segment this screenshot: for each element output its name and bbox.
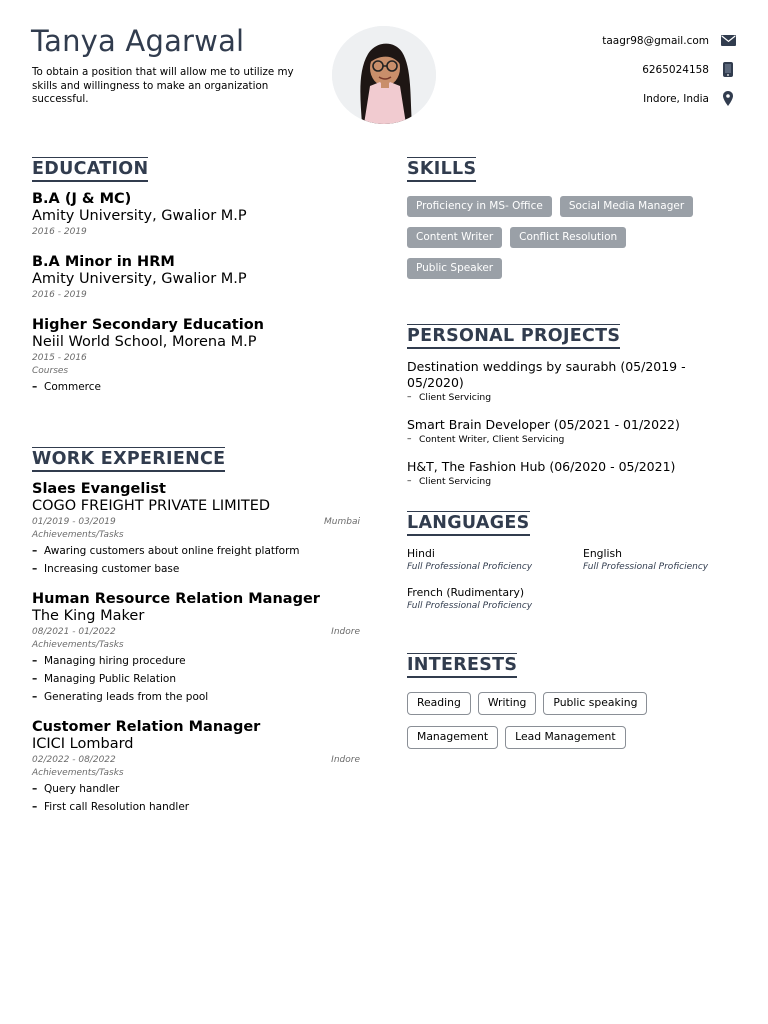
- institution: Amity University, Gwalior M.P: [32, 208, 247, 224]
- profile-photo-illustration: [332, 26, 436, 124]
- job-dates: 08/2021 - 01/2022: [32, 627, 116, 637]
- tasks-label: Achievements/Tasks: [32, 530, 124, 540]
- job-location: Indore: [331, 755, 360, 765]
- institution: Neiil World School, Morena M.P: [32, 334, 257, 350]
- tasks-label: Achievements/Tasks: [32, 640, 124, 650]
- contact-info: [476, 26, 736, 113]
- language-name: Hindi: [407, 547, 435, 560]
- projects-list: [407, 359, 737, 501]
- language-level: Full Professional Proficiency: [407, 562, 533, 572]
- location-text: Indore, India: [643, 92, 709, 105]
- interests-list: [407, 692, 737, 760]
- education-heading: EDUCATION: [32, 159, 148, 182]
- education-dates: 2016 - 2019: [32, 290, 87, 300]
- project-title: Smart Brain Developer (05/2021 - 01/2022): [407, 417, 680, 432]
- contact-phone[interactable]: [476, 55, 736, 84]
- project-detail: – Client Servicing: [407, 391, 737, 405]
- education-list: [32, 191, 360, 411]
- language-level: Full Professional Proficiency: [407, 601, 533, 611]
- interest-tag: Public speaking: [543, 692, 647, 715]
- institution: Amity University, Gwalior M.P: [32, 271, 247, 287]
- project-title: H&T, The Fashion Hub (06/2020 - 05/2021): [407, 459, 676, 474]
- language-level: Full Professional Proficiency: [583, 562, 709, 572]
- contact-location: [476, 84, 736, 113]
- job-title: Human Resource Relation Manager: [32, 591, 320, 607]
- company-name: ICICI Lombard: [32, 736, 134, 752]
- job-entry: [32, 481, 360, 578]
- courses-label: Courses: [32, 366, 69, 376]
- phone-text[interactable]: 6265024158: [642, 63, 709, 76]
- degree: B.A (J & MC): [32, 191, 132, 207]
- job-entry: [32, 719, 360, 816]
- task-item: – Query handler: [32, 780, 360, 798]
- location-pin-icon: [720, 91, 736, 106]
- project-entry: [407, 459, 737, 489]
- job-location: Indore: [331, 627, 360, 637]
- education-dates: 2015 - 2016: [32, 353, 87, 363]
- company-name: COGO FREIGHT PRIVATE LIMITED: [32, 498, 271, 514]
- job-title: Slaes Evangelist: [32, 481, 166, 497]
- language-name: French (Rudimentary): [407, 586, 525, 599]
- degree: Higher Secondary Education: [32, 317, 264, 333]
- language-entry: [407, 547, 583, 574]
- language-entry: [407, 586, 583, 613]
- skill-tag: Conflict Resolution: [510, 227, 626, 248]
- language-entry: [583, 547, 743, 574]
- interest-tag: Lead Management: [505, 726, 626, 749]
- profile-photo: [332, 26, 436, 124]
- interest-tag: Reading: [407, 692, 471, 715]
- project-detail: – Client Servicing: [407, 475, 737, 489]
- skill-tag: Content Writer: [407, 227, 502, 248]
- task-item: – First call Resolution handler: [32, 798, 360, 816]
- work-experience-heading: WORK EXPERIENCE: [32, 449, 225, 472]
- contact-email[interactable]: [476, 26, 736, 55]
- skill-tag: Public Speaker: [407, 258, 502, 279]
- task-item: – Managing Public Relation: [32, 670, 360, 688]
- email-text[interactable]: taagr98@gmail.com: [602, 34, 709, 47]
- personal-projects-heading: PERSONAL PROJECTS: [407, 326, 620, 349]
- job-dates: 02/2022 - 08/2022: [32, 755, 116, 765]
- tasks-label: Achievements/Tasks: [32, 768, 124, 778]
- job-title: Customer Relation Manager: [32, 719, 261, 735]
- candidate-name: Tanya Agarwal: [31, 24, 245, 58]
- project-entry: [407, 359, 737, 405]
- education-item: [32, 254, 360, 302]
- job-entry: [32, 591, 360, 706]
- languages-heading: LANGUAGES: [407, 513, 530, 536]
- project-entry: [407, 417, 737, 447]
- languages-list: [407, 547, 737, 613]
- work-experience-list: [32, 481, 360, 829]
- task-item: – Increasing customer base: [32, 560, 360, 578]
- skill-tag: Social Media Manager: [560, 196, 693, 217]
- interest-tag: Writing: [478, 692, 537, 715]
- phone-icon: [720, 62, 736, 77]
- task-item: – Awaring customers about online freight platform: [32, 542, 360, 560]
- company-name: The King Maker: [32, 608, 145, 624]
- language-name: English: [583, 547, 622, 560]
- job-location: Mumbai: [324, 517, 360, 527]
- task-item: – Managing hiring procedure: [32, 652, 360, 670]
- skill-tag: Proficiency in MS- Office: [407, 196, 552, 217]
- skills-list: [407, 196, 737, 289]
- course-item: – Commerce: [32, 378, 360, 396]
- skills-heading: SKILLS: [407, 159, 476, 182]
- degree: B.A Minor in HRM: [32, 254, 175, 270]
- education-dates: 2016 - 2019: [32, 227, 87, 237]
- envelope-icon: [720, 35, 736, 46]
- task-item: – Generating leads from the pool: [32, 688, 360, 706]
- interest-tag: Management: [407, 726, 498, 749]
- interests-heading: INTERESTS: [407, 655, 517, 678]
- job-dates: 01/2019 - 03/2019: [32, 517, 116, 527]
- project-detail: – Content Writer, Client Servicing: [407, 433, 737, 447]
- objective-statement: To obtain a position that will allow me to utilize my skills and willingness to make an organization successful.: [32, 66, 294, 105]
- project-title: Destination weddings by saurabh (05/2019 - 05/2020): [407, 359, 686, 390]
- education-item: [32, 191, 360, 239]
- education-item: [32, 317, 360, 396]
